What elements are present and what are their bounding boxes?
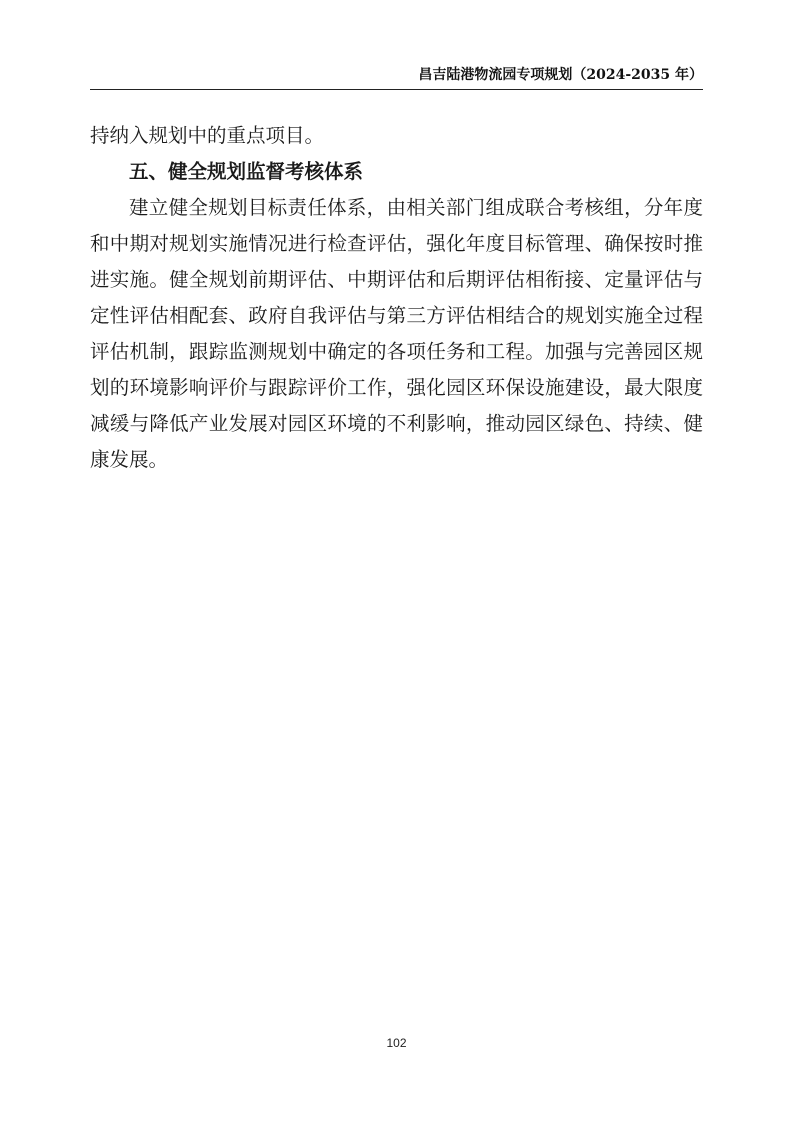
page-content [90,118,703,478]
document-title: 昌吉陆港物流园专项规划（2024-2035 年） [418,67,703,83]
body-paragraph: 建立健全规划目标责任体系，由相关部门组成联合考核组，分年度和中期对规划实施情况进行检查评估，强化年度目标管理、确保按时推进实施。健全规划前期评估、中期评估和后期评估相衔接、定量评估与定性评估相配套、政府自我评估与第三方评估相结合的规划实施全过程评估机制，跟踪监测规划中确定的各项任务和工程。加强与完善园区规划的环境影响评价与跟踪评价工作，强化园区环保设施建设，最大限度减缓与降低产业发展对园区环境的不利影响，推动园区绿色、持续、健康发展。 [90,196,703,471]
continued-paragraph: 持纳入规划中的重点项目。 [90,124,325,147]
page-number: 102 [386,1036,407,1050]
page-header [90,62,703,90]
section-heading: 五、健全规划监督考核体系 [129,160,364,183]
